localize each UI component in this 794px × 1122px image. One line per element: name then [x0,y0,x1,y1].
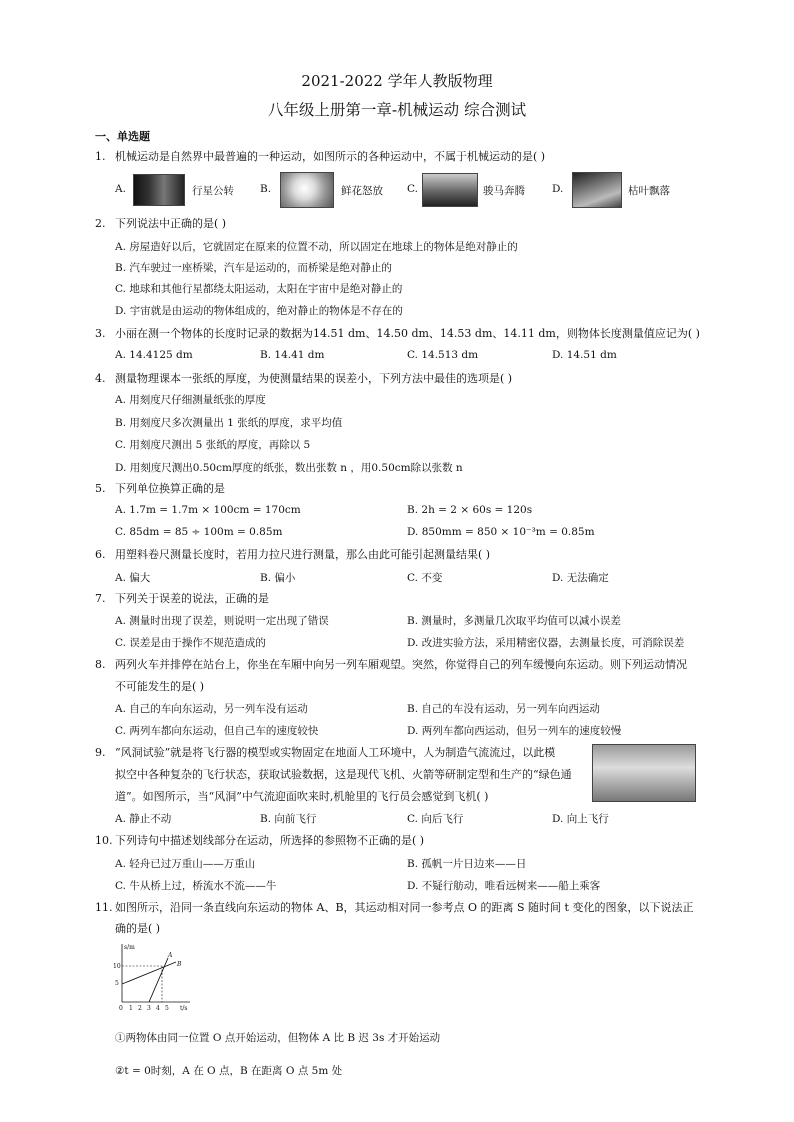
question-number: 11. [95,901,113,914]
question-number: 4. [95,372,106,385]
question-number: 3. [95,327,106,340]
question-stem: 下列说法中正确的是( ) [115,217,227,230]
falling-leaves-image [572,172,622,208]
question-stem: 下列单位换算正确的是 [115,482,225,495]
option-b-letter: B. [260,183,272,195]
option-d-text: 枯叶飘落 [628,185,670,197]
x-tick-5: 5 [165,1005,169,1012]
statement-1: ①两物体由同一位置 O 点开始运动，但物体 A 比 B 迟 3s 才开始运动 [115,1032,441,1044]
option-a-text: 行星公转 [192,185,234,197]
question-number: 6. [95,548,106,561]
line-b [122,962,176,984]
option-a: A. 1.7m = 1.7m × 100cm = 170cm [115,504,301,516]
question-stem: 如图所示，沿同一条直线向东运动的物体 A、B，其运动相对同一参考点 O 的距离 S 随时间 t 变化的图象，以下说法正 [115,901,694,914]
option-d: D. 用刻度尺测出0.50cm厚度的纸张，数出张数 n ，用0.50cm除以张数 n [115,462,463,474]
option-c: C. 两列车都向东运动，但自己车的速度较快 [115,725,319,737]
option-d: D. 宇宙就是由运动的物体组成的，绝对静止的物体是不存在的 [115,305,403,317]
option-d: D. 无法确定 [552,572,609,584]
question-stem: 下列诗句中描述划线部分在运动，所选择的参照物不正确的是( ) [115,834,425,847]
question-stem: 小丽在测一个物体的长度时记录的数据为14.51 dm、14.50 dm、14.53 dm、14.11 dm，则物体长度测量值应记为( ) [115,327,700,340]
y-tick-5: 5 [115,980,119,987]
question-stem: 测量物理课本一张纸的厚度，为使测量结果的误差小，下列方法中最佳的选项是( ) [115,372,513,385]
option-a: A. 静止不动 [115,813,172,825]
question-stem: 下列关于误差的说法，正确的是 [115,592,269,605]
option-b: B. 向前飞行 [260,813,317,825]
option-a: A. 14.4125 dm [115,349,193,361]
option-d: D. 不疑行舫动，唯看远树来——船上乘客 [407,880,601,892]
option-b: B. 偏小 [260,572,296,584]
s-t-graph [110,940,195,1015]
option-a: A. 房屋造好以后，它就固定在原来的位置不动，所以固定在地球上的物体是绝对静止的 [115,241,518,253]
question-stem: “风洞试验”就是将飞行器的模型或实物固定在地面人工环境中，人为制造气流流过，以此模 [115,746,556,759]
option-a-letter: A. [115,183,126,195]
x-tick-3: 3 [147,1005,151,1012]
option-a: A. 轻舟已过万重山——万重山 [115,858,256,870]
option-d: D. 两列车都向西运动，但另一列车的速度较慢 [407,725,622,737]
option-d: D. 850mm = 850 × 10⁻³m = 0.85m [407,526,595,538]
option-a: A. 偏大 [115,572,151,584]
option-a: A. 自己的车向东运动，另一列车没有运动 [115,703,308,715]
option-c: C. 不变 [407,572,443,584]
line-a [149,958,168,1002]
question-stem: 用塑料卷尺测量长度时，若用力拉尺进行测量，那么由此可能引起测量结果( ) [115,548,491,561]
option-a: A. 测量时出现了误差，则说明一定出现了错误 [115,615,329,627]
question-stem: 两列火车并排停在站台上，你坐在车厢中向另一列车厢观望。突然，你觉得自己的列车缓慢向东运动。则下列运动情况 [115,658,687,671]
option-b: B. 2h = 2 × 60s = 120s [407,504,533,516]
option-c-letter: C. [407,183,418,195]
question-number: 1. [95,150,106,163]
option-c: C. 14.513 dm [407,349,479,361]
x-tick-4: 4 [156,1005,160,1012]
label-a: A [168,952,173,959]
option-c: C. 85dm = 85 ÷ 100m = 0.85m [115,526,283,538]
question-number: 5. [95,482,106,495]
option-d: D. 14.51 dm [552,349,617,361]
x-tick-0: 0 [119,1005,123,1012]
question-number: 2. [95,217,106,230]
question-number: 8. [95,658,106,671]
title-line-1: 2021-2022 学年人教版物理 [301,72,493,90]
option-b: B. 自己的车没有运动，另一列车向西运动 [407,703,600,715]
option-b: B. 汽车驶过一座桥梁，汽车是运动的，而桥梁是绝对静止的 [115,262,392,274]
x-axis-label: t/s [180,1005,188,1012]
horse-image [422,173,478,207]
question-number: 10. [95,834,113,847]
x-tick-1: 1 [129,1005,133,1012]
planet-orbit-image [133,174,185,206]
question-stem: 道”。如图所示，当“风洞”中气流迎面吹来时,机舱里的飞行员会感觉到飞机( ) [115,790,489,803]
option-d: D. 改进实验方法，采用精密仪器，去测量长度，可消除误差 [407,637,685,649]
option-b-text: 鲜花怒放 [341,185,383,197]
question-number: 7. [95,592,106,605]
x-tick-2: 2 [138,1005,142,1012]
option-b: B. 用刻度尺多次测量出 1 张纸的厚度，求平均值 [115,417,343,429]
option-d-letter: D. [552,183,564,195]
option-b: B. 测量时，多测量几次取平均值可以减小误差 [407,615,621,627]
question-stem: 确的是( ) [115,922,161,935]
label-b: B [177,961,182,968]
option-c: C. 误差是由于操作不规范造成的 [115,637,266,649]
question-stem: 机械运动是自然界中最普遍的一种运动，如图所示的各种运动中，不属于机械运动的是( ) [115,150,546,163]
option-c: C. 牛从桥上过，桥流水不流——牛 [115,880,277,892]
option-c-text: 骏马奔腾 [483,185,525,197]
option-b: B. 孤帆一片日边来——日 [407,858,527,870]
y-tick-10: 10 [113,963,121,970]
question-number: 9. [95,746,106,759]
statement-2: ②t = 0时刻，A 在 O 点，B 在距离 O 点 5m 处 [115,1065,343,1077]
flower-image [280,172,334,208]
option-a: A. 用刻度尺仔细测量纸张的厚度 [115,394,266,406]
y-axis-label: s/m [124,944,135,951]
option-c: C. 地球和其他行星都绕太阳运动，太阳在宇宙中是绝对静止的 [115,283,403,295]
question-stem: 不可能发生的是( ) [115,680,205,693]
wind-tunnel-image [592,744,696,802]
option-b: B. 14.41 dm [260,349,325,361]
section-heading: 一、单选题 [95,130,150,143]
option-c: C. 向后飞行 [407,813,464,825]
option-d: D. 向上飞行 [552,813,609,825]
title-line-2: 八年级上册第一章-机械运动 综合测试 [267,101,527,119]
question-stem: 拟空中各种复杂的飞行状态，获取试验数据，这是现代飞机、火箭等研制定型和生产的“绿色通 [115,768,572,781]
option-c: C. 用刻度尺测出 5 张纸的厚度，再除以 5 [115,439,311,451]
